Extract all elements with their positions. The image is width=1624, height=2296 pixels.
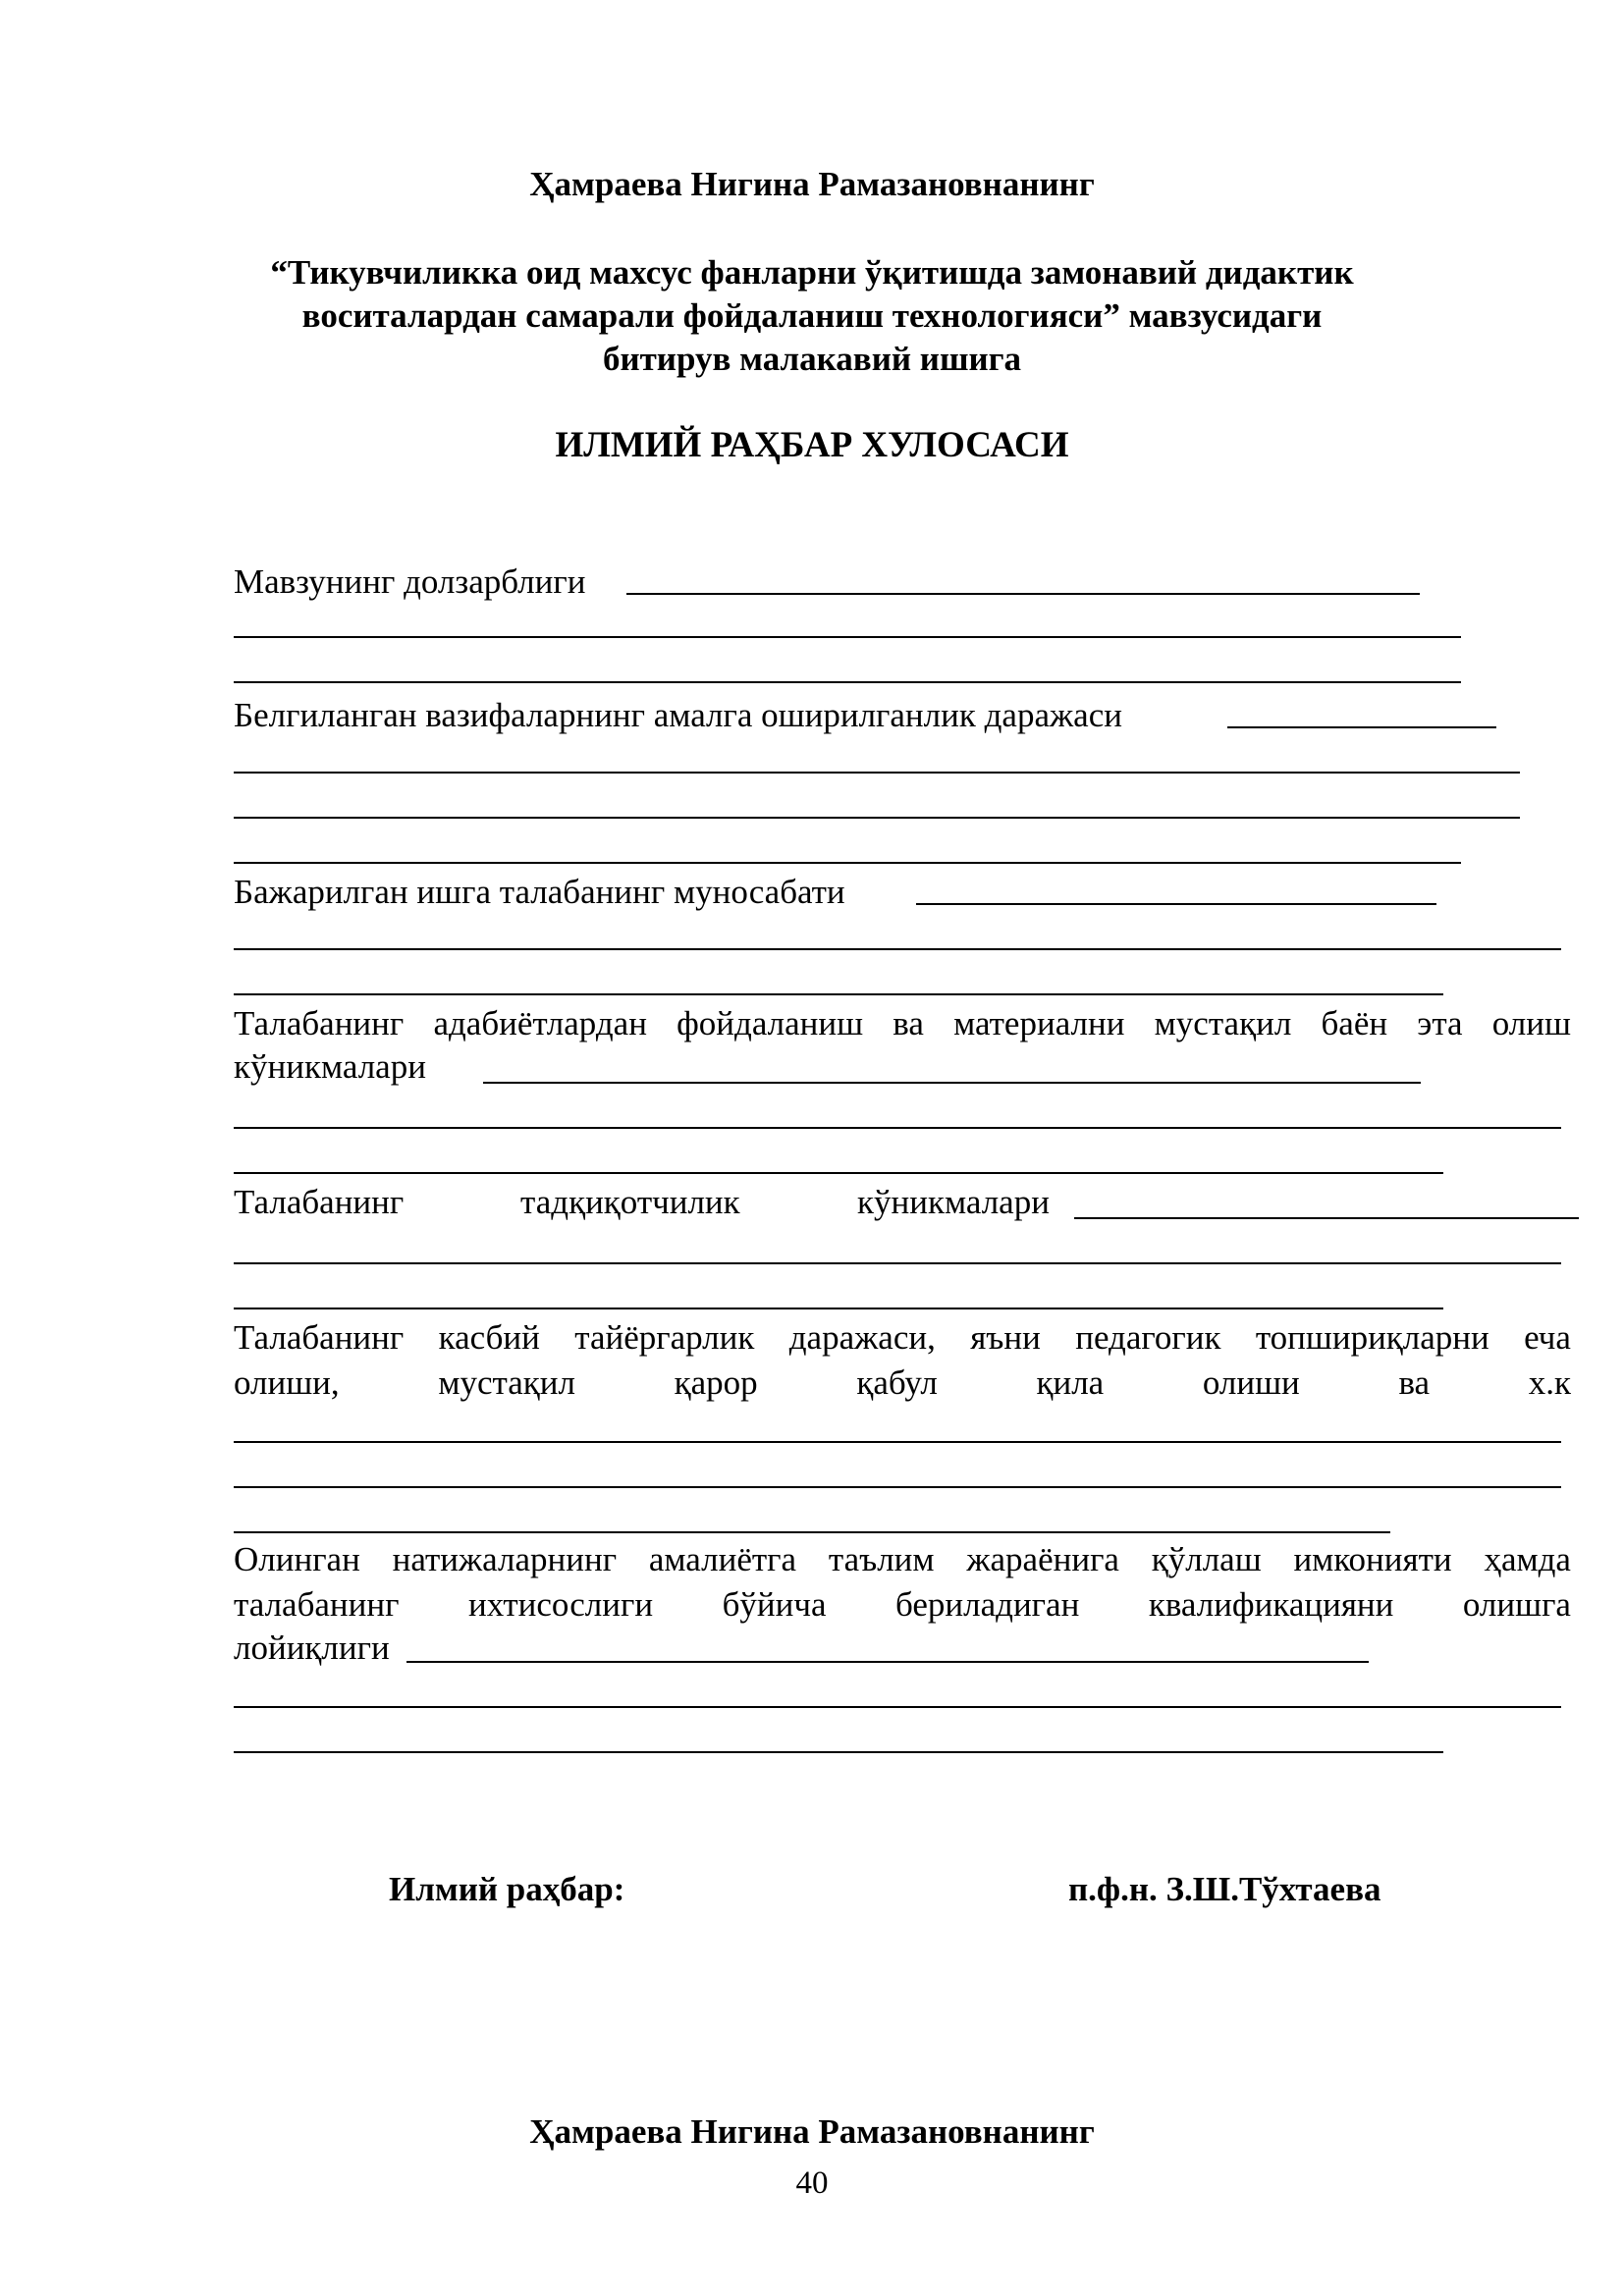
word: адабиётлардан [433, 1004, 647, 1042]
word: олиши [1202, 1363, 1300, 1402]
answer-line[interactable] [234, 1531, 1390, 1533]
word: натижаларнинг [392, 1540, 618, 1578]
word: жараёнига [966, 1540, 1119, 1578]
word: таълим [828, 1540, 935, 1578]
word: амалиётга [648, 1540, 797, 1578]
answer-line[interactable] [234, 681, 1461, 683]
answer-line[interactable] [234, 1308, 1443, 1309]
footer-student-name: Ҳамраева Нигина Рамазановнанинг [529, 2112, 1095, 2151]
word: педагогик [1075, 1318, 1221, 1357]
word: ихтисослиги [467, 1585, 654, 1624]
research-label-word-2: тадқиқотчилик [520, 1183, 740, 1221]
word: топшириқларни [1255, 1318, 1489, 1357]
word: қўллаш [1151, 1540, 1262, 1578]
supervisor-name: п.ф.н. З.Ш.Тўхтаева [1068, 1870, 1381, 1908]
research-label-word-1: Талабанинг [234, 1183, 405, 1221]
research-label-word-3: кўникмалари [857, 1183, 1050, 1221]
answer-line[interactable] [234, 948, 1561, 950]
relevance-blank[interactable] [626, 593, 1420, 595]
literature-label-line-2: кўникмалари [234, 1047, 426, 1086]
document-title: ИЛМИЙ РАҲБАР ХУЛОСАСИ [555, 425, 1069, 465]
readiness-label-line-2 [234, 1361, 1571, 1406]
word: даражаси, [788, 1318, 936, 1357]
answer-line[interactable] [234, 1486, 1561, 1488]
word: олишга [1462, 1585, 1571, 1624]
student-name-heading: Ҳамраева Нигина Рамазановнанинг [529, 165, 1095, 203]
word: бўйича [722, 1585, 827, 1624]
word: касбий [438, 1318, 540, 1357]
word: қарор [674, 1363, 758, 1402]
topic-line-2: воситалардан самарали фойдаланиш технологияси” мавзусидаги [301, 296, 1323, 335]
answer-line[interactable] [234, 1172, 1443, 1174]
answer-line[interactable] [234, 1751, 1443, 1753]
word: Олинган [234, 1540, 360, 1578]
answer-line[interactable] [234, 817, 1520, 819]
readiness-label-line-1 [234, 1315, 1571, 1361]
word: Талабанинг [234, 1318, 405, 1357]
word: еча [1524, 1318, 1571, 1357]
topic-line-1: “Тикувчиликка оид махсус фанларни ўқитишда замонавий дидактик [270, 253, 1354, 292]
word: баён [1321, 1004, 1388, 1042]
answer-line[interactable] [234, 1127, 1561, 1129]
word: олиш [1491, 1004, 1571, 1042]
answer-line[interactable] [234, 1706, 1561, 1708]
word: олиши, [234, 1363, 340, 1402]
word: имконияти [1293, 1540, 1452, 1578]
research-blank[interactable] [1074, 1217, 1579, 1219]
answer-line[interactable] [234, 993, 1443, 995]
relevance-label: Мавзунинг долзарблиги [234, 562, 586, 601]
tasks-blank[interactable] [1227, 726, 1496, 728]
word: мустақил [438, 1363, 575, 1402]
word: х.к [1528, 1363, 1571, 1402]
word: ва [893, 1004, 924, 1042]
attitude-label: Бажарилган ишга талабанинг муносабати [234, 873, 845, 911]
applicability-label-line-2 [234, 1582, 1571, 1628]
answer-line[interactable] [234, 1262, 1561, 1264]
answer-line[interactable] [234, 862, 1461, 864]
word: квалификацияни [1148, 1585, 1394, 1624]
word: бериладиган [895, 1585, 1080, 1624]
supervisor-role: Илмий раҳбар: [389, 1870, 625, 1908]
word: қабул [856, 1363, 938, 1402]
word: эта [1417, 1004, 1463, 1042]
word: мустақил [1154, 1004, 1292, 1042]
applicability-label-line-3: лойиқлиги [234, 1629, 390, 1667]
word: ҳамда [1484, 1540, 1571, 1578]
page-number: 40 [795, 2165, 829, 2201]
answer-line[interactable] [234, 636, 1461, 638]
word: қила [1036, 1363, 1105, 1402]
attitude-blank[interactable] [916, 903, 1436, 905]
word: яъни [970, 1318, 1041, 1357]
word: материални [953, 1004, 1125, 1042]
tasks-label: Белгиланган вазифаларнинг амалга оширилганлик даражаси [234, 696, 1122, 734]
literature-blank[interactable] [483, 1082, 1421, 1084]
word: Талабанинг [234, 1004, 405, 1042]
word: фойдаланиш [677, 1004, 864, 1042]
word: тайёргарлик [574, 1318, 755, 1357]
word: ва [1398, 1363, 1431, 1402]
applicability-blank[interactable] [406, 1661, 1369, 1663]
answer-line[interactable] [234, 1441, 1561, 1443]
answer-line[interactable] [234, 772, 1520, 774]
word: талабанинг [234, 1585, 400, 1624]
literature-label-line-1 [234, 1001, 1571, 1046]
topic-line-3: битирув малакавий ишига [602, 340, 1022, 378]
applicability-label-line-1 [234, 1537, 1571, 1582]
